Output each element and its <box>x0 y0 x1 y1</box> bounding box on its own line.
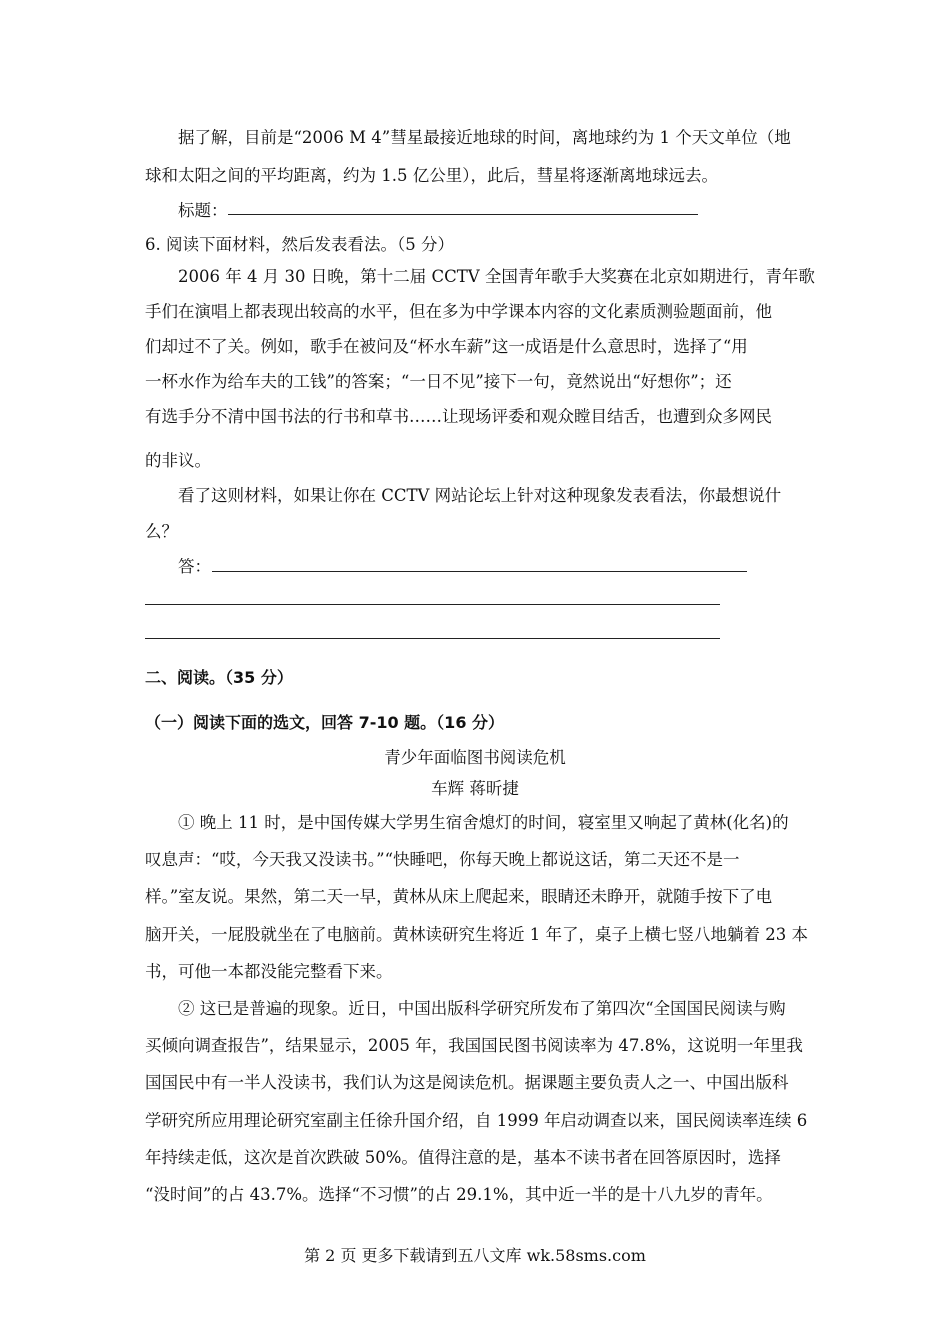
q6-material-line-6: 的非议。 <box>145 451 211 470</box>
q6-prompt-line-1: 看了这则材料，如果让你在 CCTV 网站论坛上针对这种现象发表看法，你最想说什 <box>178 486 782 505</box>
para-1-line-5: 书，可他一本都没能完整看下来。 <box>145 962 393 981</box>
para-1-line-3: 样。”室友说。果然，第二天一早，黄林从床上爬起来，眼睛还未睁开，就随手按下了电 <box>145 887 773 906</box>
para-2-line-6: “没时间”的占 43.7%。选择“不习惯”的占 29.1%，其中近一半的是十八九岁的青年。 <box>145 1185 773 1204</box>
title-label: 标题： <box>178 201 228 220</box>
para-2-line-2: 买倾向调查报告”，结果显示，2005 年，我国国民图书阅读率为 47.8%，这说明一年里我 <box>145 1036 803 1055</box>
part-1-heading: （一）阅读下面的选文，回答 7-10 题。（16 分） <box>145 713 505 732</box>
q6-material-line-2: 手们在演唱上都表现出较高的水平，但在多为中学课本内容的文化素质测验题面前，他 <box>145 302 772 321</box>
section-2-heading: 二、阅读。（35 分） <box>145 668 293 687</box>
intro-paragraph-line-1: 据了解，目前是“2006 M 4”彗星最接近地球的时间，离地球约为 1 个天文单位（地 <box>178 128 791 147</box>
para-1-line-4: 脑开关，一屁股就坐在了电脑前。黄林读研究生将近 1 年了，桌子上横七竖八地躺着 23 本 <box>145 925 808 944</box>
question-6-heading: 6. 阅读下面材料，然后发表看法。（5 分） <box>145 235 454 254</box>
answer-line-1[interactable] <box>212 571 747 572</box>
page-footer: 第 2 页 更多下载请到五八文库 wk.58sms.com <box>304 1246 646 1265</box>
para-2-line-3: 国国民中有一半人没读书，我们认为这是阅读危机。据课题主要负责人之一、中国出版科 <box>145 1073 789 1092</box>
q6-material-line-3: 们却过不了关。例如，歌手在被问及“杯水车薪”这一成语是什么意思时，选择了“用 <box>145 337 748 356</box>
intro-paragraph-line-2: 球和太阳之间的平均距离，约为 1.5 亿公里），此后，彗星将逐渐离地球远去。 <box>145 166 718 185</box>
q6-material-line-4: 一杯水作为给车夫的工钱”的答案；“一日不见”接下一句，竟然说出“好想你”；还 <box>145 372 732 391</box>
q6-material-line-5: 有选手分不清中国书法的行书和草书……让现场评委和观众瞠目结舌，也遭到众多网民 <box>145 407 772 426</box>
para-2-line-1: ② 这已是普遍的现象。近日，中国出版科学研究所发布了第四次“全国国民阅读与购 <box>178 999 786 1018</box>
title-answer-line[interactable] <box>228 214 698 215</box>
para-1-line-1: ① 晚上 11 时，是中国传媒大学男生宿舍熄灯的时间，寝室里又响起了黄林(化名)的 <box>178 813 789 832</box>
para-2-line-5: 年持续走低，这次是首次跌破 50%。值得注意的是，基本不读书者在回答原因时，选择 <box>145 1148 781 1167</box>
answer-label: 答： <box>178 557 211 576</box>
para-2-line-4: 学研究所应用理论研究室副主任徐升国介绍，自 1999 年启动调查以来，国民阅读率连续 6 <box>145 1111 808 1130</box>
article-authors: 车辉 蒋昕捷 <box>431 779 519 798</box>
article-title: 青少年面临图书阅读危机 <box>384 748 566 767</box>
q6-material-line-1: 2006 年 4 月 30 日晚，第十二届 CCTV 全国青年歌手大奖赛在北京如期进行，青年歌 <box>178 267 815 286</box>
para-1-line-2: 叹息声：“哎，今天我又没读书。”“快睡吧，你每天晚上都说这话，第二天还不是一 <box>145 850 740 869</box>
answer-line-2[interactable] <box>145 604 720 605</box>
answer-line-3[interactable] <box>145 638 720 639</box>
q6-prompt-line-2: 么？ <box>145 522 178 541</box>
